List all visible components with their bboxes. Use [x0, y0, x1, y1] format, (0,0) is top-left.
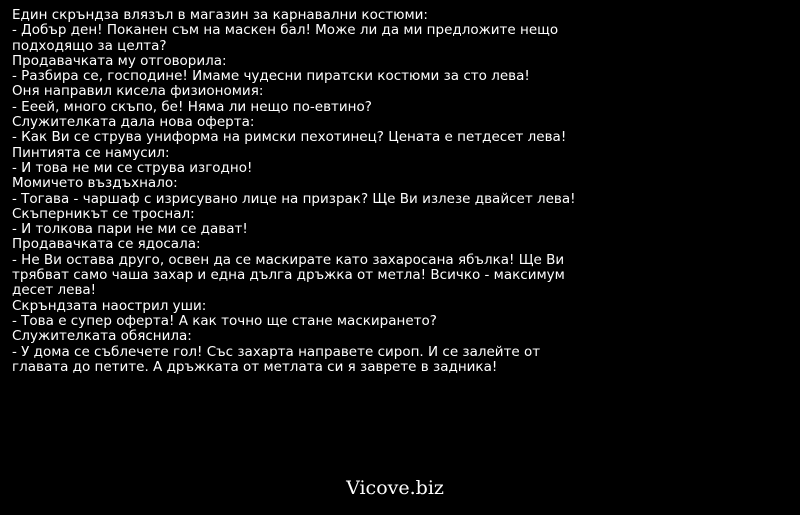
story-line: - Разбира се, господине! Имаме чудесни пиратски костюми за сто лева!	[12, 68, 530, 85]
story-line: Момичето въздъхнало:	[12, 175, 178, 192]
story-line: Оня направил кисела физиономия:	[12, 83, 264, 100]
story-line: Пинтията се намусил:	[12, 144, 170, 161]
story-line: Скъперникът се троснал:	[12, 205, 195, 222]
story-line: - Ееей, много скъпо, бе! Няма ли нещо по-евтино?	[12, 98, 372, 115]
story-line: - Тогава - чаршаф с изрисувано лице на призрак? Ще Ви излезе двайсет лева!	[12, 190, 576, 207]
story-line: - И това не ми се струва изгодно!	[12, 159, 253, 176]
story-line: - Добър ден! Поканен съм на маскен бал! Може ли да ми предложите нещо подходящо за целта?	[12, 22, 559, 54]
story-line: Продавачката се ядосала:	[12, 236, 201, 253]
story-line: Служителката дала нова оферта:	[12, 114, 255, 131]
story-line: Служителката обяснила:	[12, 328, 192, 345]
story-line: - Не Ви остава друго, освен да се маскирате като захаросана ябълка! Ще Ви трябват само чаша захар и една дълга дръжка от метла! Всичко - максимум десет лева!	[12, 251, 565, 299]
story-line: - Това е супер оферта! А как точно ще стане маскирането?	[12, 312, 437, 329]
joke-text	[12, 8, 587, 375]
story-line: - И толкова пари не ми се дават!	[12, 221, 248, 238]
story-line: - У дома се съблечете гол! Със захарта направете сироп. И се залейте от главата до петите. А дръжката от метлата си я заврете в задника!	[12, 343, 541, 375]
story-line: - Как Ви се струва униформа на римски пехотинец? Цената е петдесет лева!	[12, 129, 567, 146]
story-line: Един скръндза влязъл в магазин за карнавални костюми:	[12, 7, 428, 23]
site-watermark: Vicove.biz	[346, 477, 444, 499]
story-line: Продавачката му отговорила:	[12, 52, 227, 69]
story-line: Скръндзата наострил уши:	[12, 297, 207, 314]
